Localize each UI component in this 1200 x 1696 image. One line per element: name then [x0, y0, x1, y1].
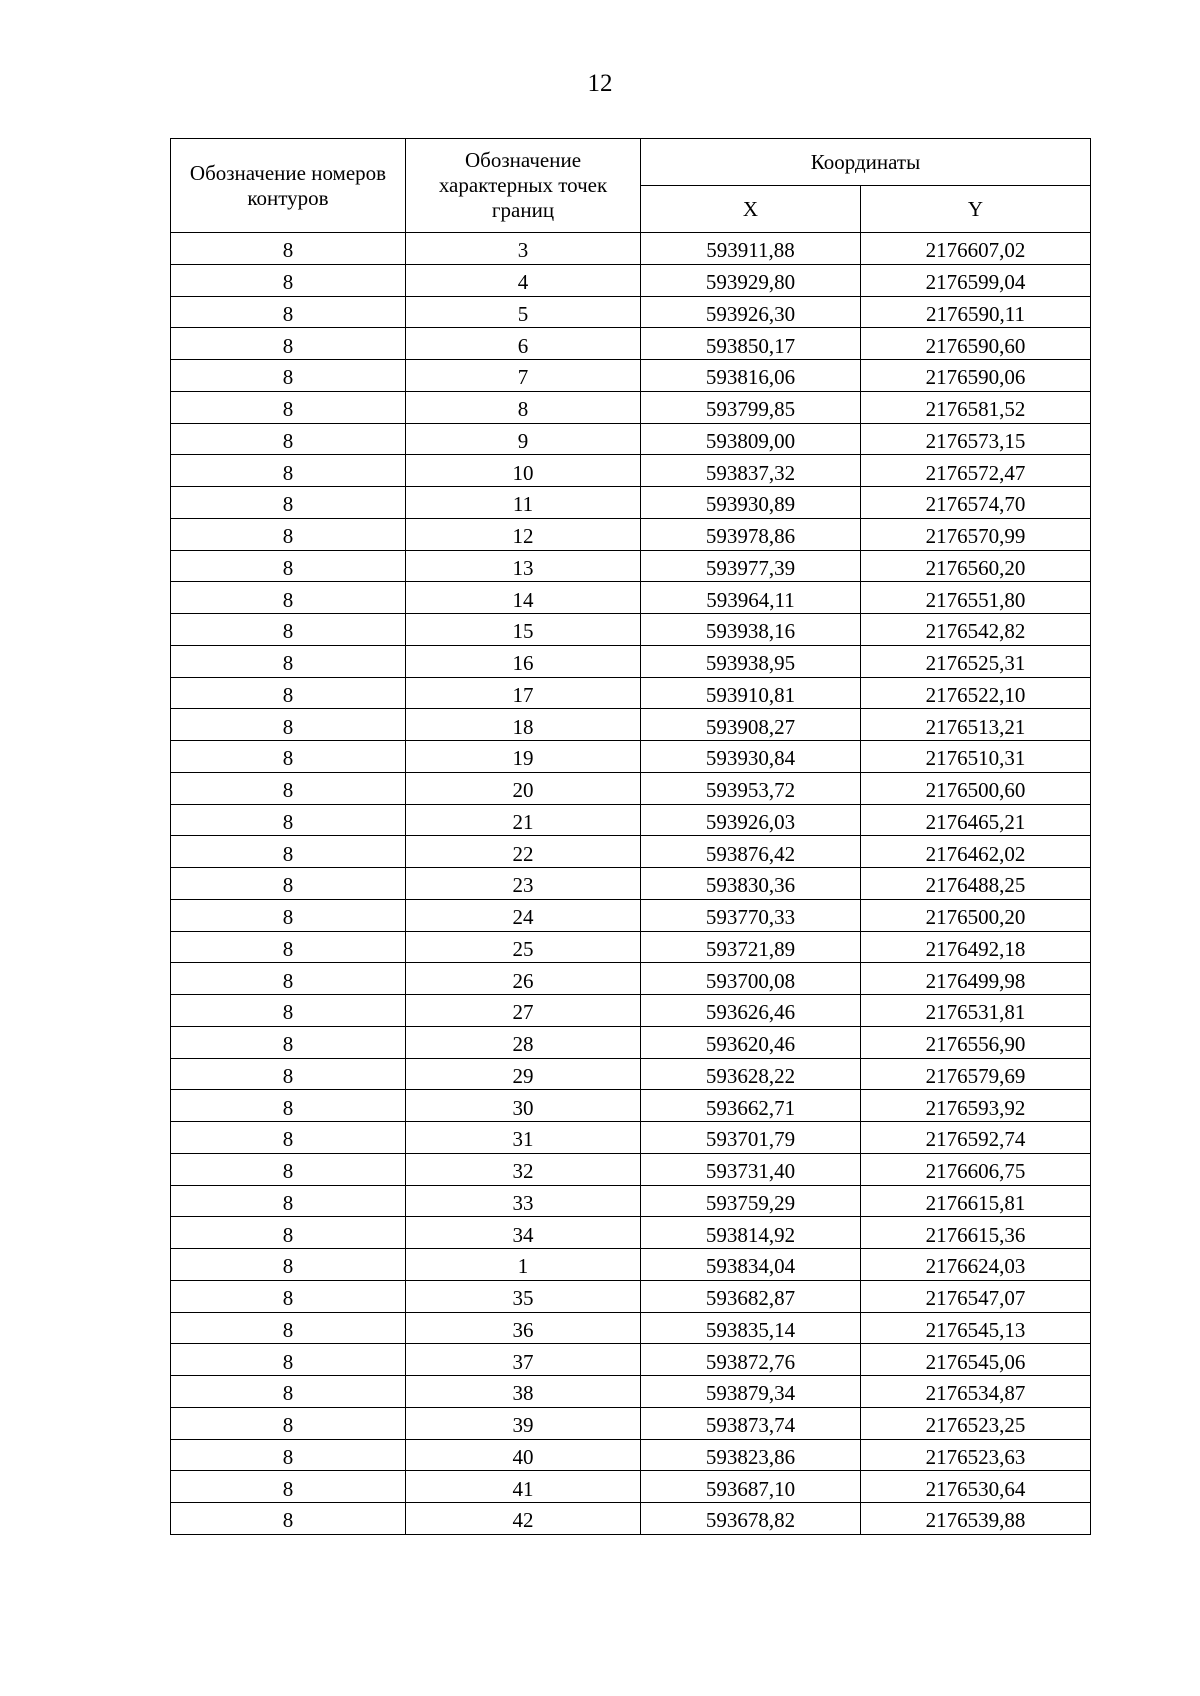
- cell-x: 593930,84: [641, 741, 861, 773]
- cell-point: 23: [406, 868, 641, 900]
- table-row: [171, 1249, 1091, 1281]
- cell-point: 29: [406, 1058, 641, 1090]
- cell-point: 39: [406, 1407, 641, 1439]
- cell-contour: 8: [171, 1439, 406, 1471]
- cell-contour: 8: [171, 899, 406, 931]
- cell-y: 2176624,03: [861, 1249, 1091, 1281]
- header-point: Обозначение характерных точек границ: [406, 139, 641, 233]
- cell-point: 21: [406, 804, 641, 836]
- cell-y: 2176510,31: [861, 741, 1091, 773]
- cell-y: 2176492,18: [861, 931, 1091, 963]
- cell-contour: 8: [171, 455, 406, 487]
- cell-x: 593879,34: [641, 1376, 861, 1408]
- cell-contour: 8: [171, 1407, 406, 1439]
- cell-contour: 8: [171, 550, 406, 582]
- table-row: [171, 264, 1091, 296]
- cell-x: 593910,81: [641, 677, 861, 709]
- cell-y: 2176513,21: [861, 709, 1091, 741]
- cell-x: 593626,46: [641, 995, 861, 1027]
- cell-point: 30: [406, 1090, 641, 1122]
- cell-x: 593731,40: [641, 1153, 861, 1185]
- cell-contour: 8: [171, 1217, 406, 1249]
- cell-y: 2176590,11: [861, 296, 1091, 328]
- table-row: [171, 645, 1091, 677]
- table-row: [171, 1376, 1091, 1408]
- cell-y: 2176574,70: [861, 487, 1091, 519]
- cell-point: 24: [406, 899, 641, 931]
- cell-point: 1: [406, 1249, 641, 1281]
- cell-contour: 8: [171, 614, 406, 646]
- cell-x: 593850,17: [641, 328, 861, 360]
- cell-contour: 8: [171, 709, 406, 741]
- cell-contour: 8: [171, 423, 406, 455]
- cell-contour: 8: [171, 1185, 406, 1217]
- cell-point: 14: [406, 582, 641, 614]
- cell-x: 593721,89: [641, 931, 861, 963]
- cell-x: 593662,71: [641, 1090, 861, 1122]
- table-row: [171, 1503, 1091, 1535]
- table-row: [171, 328, 1091, 360]
- cell-x: 593872,76: [641, 1344, 861, 1376]
- cell-y: 2176572,47: [861, 455, 1091, 487]
- cell-x: 593926,03: [641, 804, 861, 836]
- cell-point: 31: [406, 1122, 641, 1154]
- cell-contour: 8: [171, 1249, 406, 1281]
- cell-y: 2176593,92: [861, 1090, 1091, 1122]
- cell-x: 593876,42: [641, 836, 861, 868]
- cell-x: 593873,74: [641, 1407, 861, 1439]
- cell-y: 2176545,06: [861, 1344, 1091, 1376]
- cell-y: 2176607,02: [861, 233, 1091, 265]
- cell-point: 18: [406, 709, 641, 741]
- cell-y: 2176530,64: [861, 1471, 1091, 1503]
- cell-y: 2176599,04: [861, 264, 1091, 296]
- table-row: [171, 741, 1091, 773]
- cell-x: 593759,29: [641, 1185, 861, 1217]
- cell-x: 593700,08: [641, 963, 861, 995]
- cell-point: 33: [406, 1185, 641, 1217]
- cell-contour: 8: [171, 1280, 406, 1312]
- table-row: [171, 899, 1091, 931]
- cell-point: 38: [406, 1376, 641, 1408]
- header-x: X: [641, 186, 861, 233]
- cell-contour: 8: [171, 1122, 406, 1154]
- cell-x: 593830,36: [641, 868, 861, 900]
- table-row: [171, 582, 1091, 614]
- cell-point: 35: [406, 1280, 641, 1312]
- cell-contour: 8: [171, 518, 406, 550]
- cell-x: 593977,39: [641, 550, 861, 582]
- table-row: [171, 1471, 1091, 1503]
- cell-x: 593978,86: [641, 518, 861, 550]
- cell-point: 5: [406, 296, 641, 328]
- cell-contour: 8: [171, 995, 406, 1027]
- cell-contour: 8: [171, 391, 406, 423]
- table-row: [171, 1185, 1091, 1217]
- table-row: [171, 995, 1091, 1027]
- cell-y: 2176462,02: [861, 836, 1091, 868]
- cell-point: 16: [406, 645, 641, 677]
- cell-point: 40: [406, 1439, 641, 1471]
- cell-contour: 8: [171, 487, 406, 519]
- table-row: [171, 1407, 1091, 1439]
- cell-contour: 8: [171, 1090, 406, 1122]
- cell-y: 2176525,31: [861, 645, 1091, 677]
- cell-point: 41: [406, 1471, 641, 1503]
- table-row: [171, 772, 1091, 804]
- cell-y: 2176590,06: [861, 360, 1091, 392]
- cell-point: 19: [406, 741, 641, 773]
- table-body: [171, 233, 1091, 1535]
- cell-y: 2176590,60: [861, 328, 1091, 360]
- cell-y: 2176615,81: [861, 1185, 1091, 1217]
- cell-point: 26: [406, 963, 641, 995]
- cell-y: 2176615,36: [861, 1217, 1091, 1249]
- cell-x: 593620,46: [641, 1026, 861, 1058]
- cell-y: 2176570,99: [861, 518, 1091, 550]
- table-row: [171, 931, 1091, 963]
- cell-x: 593628,22: [641, 1058, 861, 1090]
- cell-x: 593938,16: [641, 614, 861, 646]
- cell-contour: 8: [171, 868, 406, 900]
- cell-x: 593953,72: [641, 772, 861, 804]
- cell-point: 12: [406, 518, 641, 550]
- cell-y: 2176606,75: [861, 1153, 1091, 1185]
- cell-point: 11: [406, 487, 641, 519]
- cell-contour: 8: [171, 328, 406, 360]
- cell-contour: 8: [171, 264, 406, 296]
- cell-contour: 8: [171, 1376, 406, 1408]
- cell-x: 593809,00: [641, 423, 861, 455]
- table-row: [171, 614, 1091, 646]
- cell-x: 593770,33: [641, 899, 861, 931]
- cell-y: 2176551,80: [861, 582, 1091, 614]
- table-row: [171, 455, 1091, 487]
- cell-contour: 8: [171, 1153, 406, 1185]
- cell-contour: 8: [171, 296, 406, 328]
- cell-contour: 8: [171, 645, 406, 677]
- table-row: [171, 804, 1091, 836]
- table-row: [171, 1280, 1091, 1312]
- cell-y: 2176560,20: [861, 550, 1091, 582]
- table-row: [171, 1090, 1091, 1122]
- table-row: [171, 296, 1091, 328]
- cell-y: 2176581,52: [861, 391, 1091, 423]
- cell-point: 22: [406, 836, 641, 868]
- cell-y: 2176488,25: [861, 868, 1091, 900]
- cell-contour: 8: [171, 804, 406, 836]
- cell-x: 593835,14: [641, 1312, 861, 1344]
- cell-point: 36: [406, 1312, 641, 1344]
- cell-point: 10: [406, 455, 641, 487]
- cell-point: 28: [406, 1026, 641, 1058]
- cell-y: 2176542,82: [861, 614, 1091, 646]
- cell-x: 593964,11: [641, 582, 861, 614]
- cell-point: 4: [406, 264, 641, 296]
- cell-point: 9: [406, 423, 641, 455]
- cell-contour: 8: [171, 582, 406, 614]
- cell-x: 593930,89: [641, 487, 861, 519]
- cell-y: 2176500,20: [861, 899, 1091, 931]
- cell-contour: 8: [171, 1058, 406, 1090]
- cell-x: 593816,06: [641, 360, 861, 392]
- coordinates-table: [170, 138, 1091, 1535]
- cell-x: 593678,82: [641, 1503, 861, 1535]
- table-row: [171, 1344, 1091, 1376]
- cell-contour: 8: [171, 1471, 406, 1503]
- cell-x: 593701,79: [641, 1122, 861, 1154]
- cell-point: 8: [406, 391, 641, 423]
- table-row: [171, 233, 1091, 265]
- header-contour: Обозначение номеров контуров: [171, 139, 406, 233]
- table-row: [171, 1122, 1091, 1154]
- cell-contour: 8: [171, 836, 406, 868]
- cell-x: 593911,88: [641, 233, 861, 265]
- cell-y: 2176539,88: [861, 1503, 1091, 1535]
- cell-y: 2176592,74: [861, 1122, 1091, 1154]
- table-row: [171, 1153, 1091, 1185]
- table-row: [171, 677, 1091, 709]
- table-row: [171, 963, 1091, 995]
- cell-contour: 8: [171, 1503, 406, 1535]
- cell-point: 27: [406, 995, 641, 1027]
- table-row: [171, 1026, 1091, 1058]
- table-row: [171, 360, 1091, 392]
- cell-point: 7: [406, 360, 641, 392]
- cell-contour: 8: [171, 963, 406, 995]
- cell-x: 593823,86: [641, 1439, 861, 1471]
- cell-y: 2176573,15: [861, 423, 1091, 455]
- table-row: [171, 1217, 1091, 1249]
- cell-point: 17: [406, 677, 641, 709]
- table-row: [171, 1058, 1091, 1090]
- cell-point: 32: [406, 1153, 641, 1185]
- cell-x: 593929,80: [641, 264, 861, 296]
- cell-y: 2176579,69: [861, 1058, 1091, 1090]
- table-row: [171, 550, 1091, 582]
- cell-point: 15: [406, 614, 641, 646]
- cell-y: 2176534,87: [861, 1376, 1091, 1408]
- cell-y: 2176465,21: [861, 804, 1091, 836]
- cell-x: 593938,95: [641, 645, 861, 677]
- cell-contour: 8: [171, 931, 406, 963]
- cell-y: 2176523,63: [861, 1439, 1091, 1471]
- table-row: [171, 868, 1091, 900]
- cell-point: 34: [406, 1217, 641, 1249]
- cell-contour: 8: [171, 233, 406, 265]
- table-row: [171, 487, 1091, 519]
- cell-point: 13: [406, 550, 641, 582]
- cell-point: 3: [406, 233, 641, 265]
- cell-y: 2176500,60: [861, 772, 1091, 804]
- cell-contour: 8: [171, 360, 406, 392]
- cell-y: 2176531,81: [861, 995, 1091, 1027]
- cell-point: 37: [406, 1344, 641, 1376]
- cell-point: 6: [406, 328, 641, 360]
- cell-y: 2176523,25: [861, 1407, 1091, 1439]
- cell-x: 593799,85: [641, 391, 861, 423]
- cell-x: 593926,30: [641, 296, 861, 328]
- cell-contour: 8: [171, 677, 406, 709]
- cell-x: 593908,27: [641, 709, 861, 741]
- cell-point: 20: [406, 772, 641, 804]
- table-row: [171, 391, 1091, 423]
- cell-y: 2176545,13: [861, 1312, 1091, 1344]
- cell-point: 25: [406, 931, 641, 963]
- header-coordinates: Координаты: [641, 139, 1091, 186]
- page-number: 12: [587, 70, 613, 97]
- cell-x: 593834,04: [641, 1249, 861, 1281]
- cell-x: 593837,32: [641, 455, 861, 487]
- table-row: [171, 1439, 1091, 1471]
- cell-point: 42: [406, 1503, 641, 1535]
- cell-contour: 8: [171, 741, 406, 773]
- table-row: [171, 709, 1091, 741]
- cell-y: 2176522,10: [861, 677, 1091, 709]
- table-row: [171, 423, 1091, 455]
- table-row: [171, 518, 1091, 550]
- table-row: [171, 1312, 1091, 1344]
- cell-x: 593682,87: [641, 1280, 861, 1312]
- cell-contour: 8: [171, 772, 406, 804]
- cell-contour: 8: [171, 1026, 406, 1058]
- cell-y: 2176556,90: [861, 1026, 1091, 1058]
- table-row: [171, 836, 1091, 868]
- cell-x: 593814,92: [641, 1217, 861, 1249]
- cell-y: 2176499,98: [861, 963, 1091, 995]
- cell-y: 2176547,07: [861, 1280, 1091, 1312]
- cell-x: 593687,10: [641, 1471, 861, 1503]
- table-header: [171, 139, 1091, 233]
- cell-contour: 8: [171, 1312, 406, 1344]
- header-y: Y: [861, 186, 1091, 233]
- cell-contour: 8: [171, 1344, 406, 1376]
